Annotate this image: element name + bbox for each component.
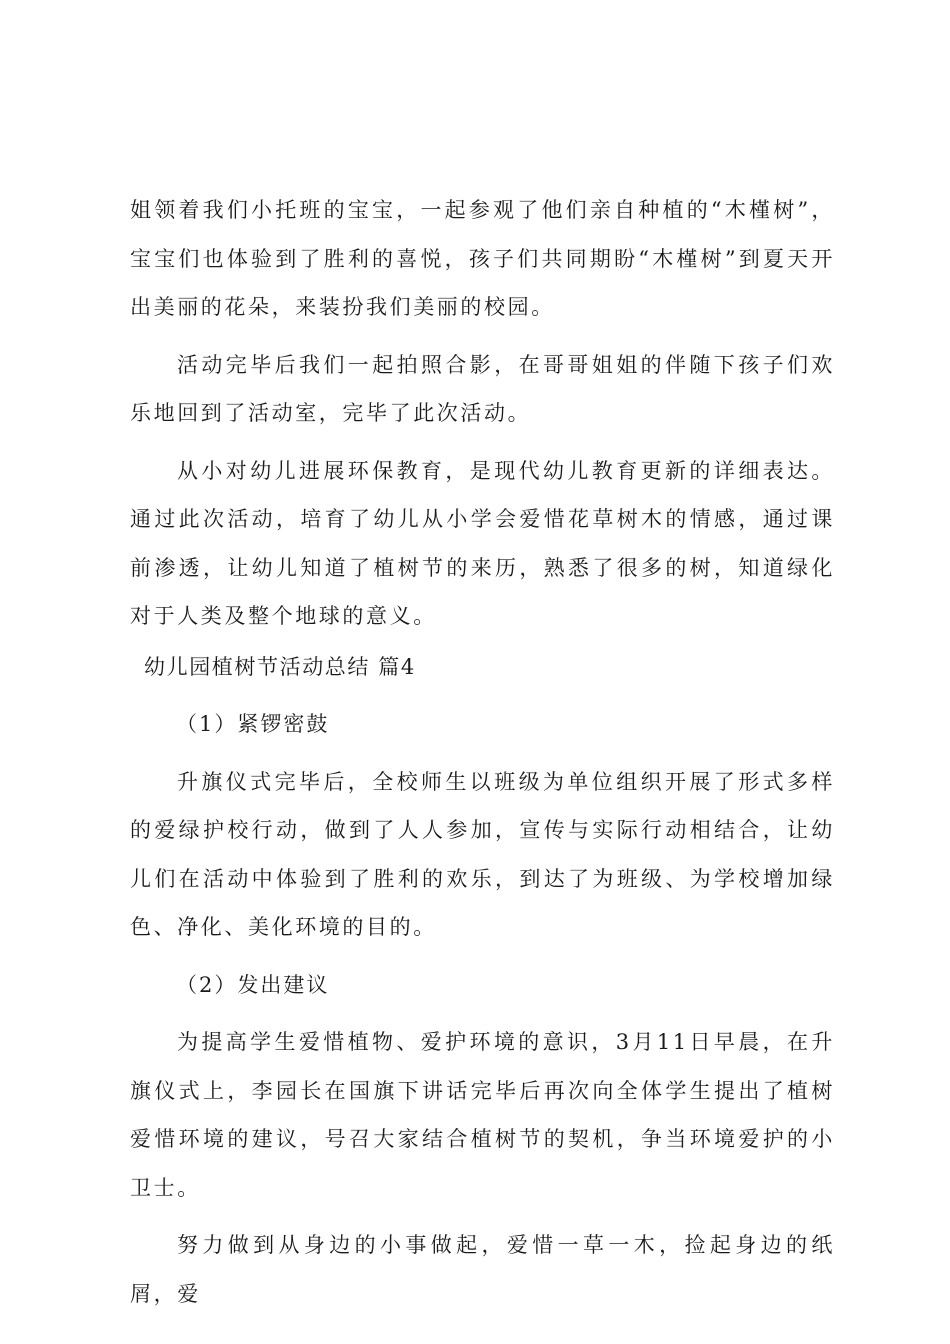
paragraph-proposal: 为提高学生爱惜植物、爱护环境的意识，3月11日早晨，在升旗仪式上，李园长在国旗下讲话完毕后再次向全体学生提出了植树爱惜环境的建议，号召大家结合植树节的契机，争当环境爱护的小卫士。 bbox=[130, 1030, 835, 1200]
document-body bbox=[130, 186, 835, 1318]
section-heading: 幼儿园植树节活动总结 篇4 bbox=[144, 654, 416, 679]
paragraph-continued: 姐领着我们小托班的宝宝，一起参观了他们亲自种植的“木槿树”，宝宝们也体验到了胜利的喜悦，孩子们共同期盼“木槿树”到夏天开出美丽的花朵，来装扮我们美丽的校园。 bbox=[130, 198, 835, 319]
paragraph-environment-education: 从小对幼儿进展环保教育，是现代幼儿教育更新的详细表达。通过此次活动，培育了幼儿从小学会爱惜花草树木的情感，通过课前渗透，让幼儿知道了植树节的来历，熟悉了很多的树，知道绿化对于人类及整个地球的意义。 bbox=[130, 458, 835, 628]
paragraph-small-things: 努力做到从身边的小事做起，爱惜一草一木，捡起身边的纸屑，爱 bbox=[130, 1233, 835, 1306]
paragraph-activity-end: 活动完毕后我们一起拍照合影，在哥哥姐姐的伴随下孩子们欢乐地回到了活动室，完毕了此次活动。 bbox=[130, 352, 835, 425]
subheading-2: （2）发出建议 bbox=[176, 972, 330, 997]
paragraph-flag-ceremony: 升旗仪式完毕后，全校师生以班级为单位组织开展了形式多样的爱绿护校行动，做到了人人参加，宣传与实际行动相结合，让幼儿们在活动中体验到了胜利的欢乐，到达了为班级、为学校增加绿色、净化、美化环境的目的。 bbox=[130, 769, 835, 939]
subheading-1: （1）紧锣密鼓 bbox=[176, 712, 330, 736]
